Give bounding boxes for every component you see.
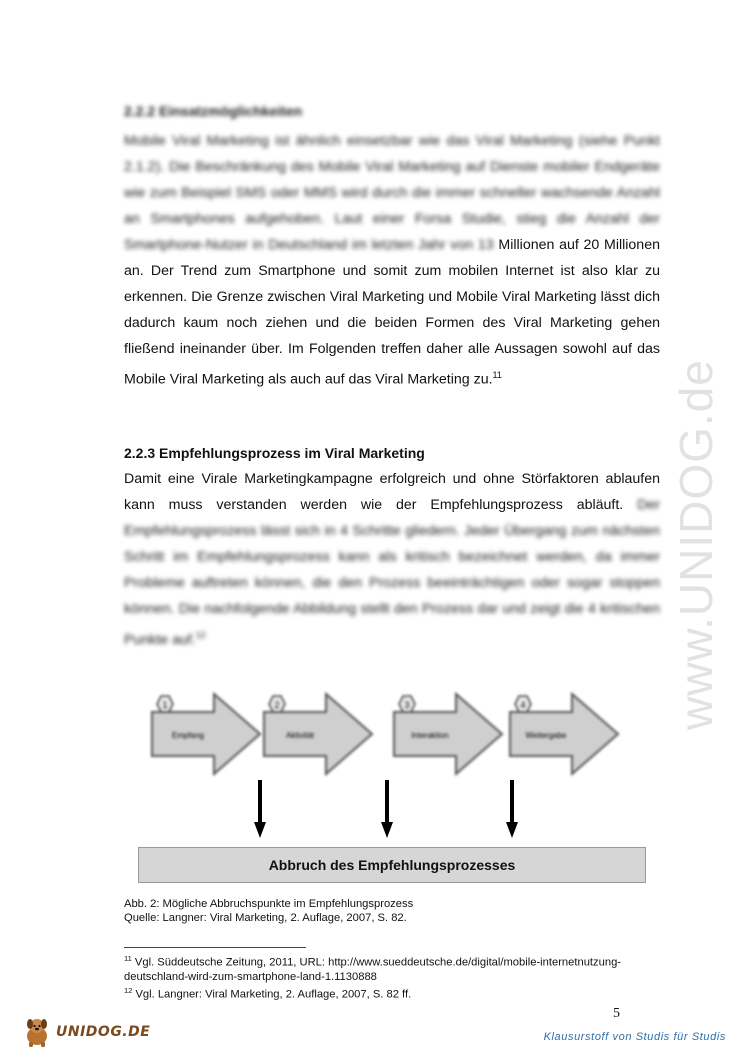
section-heading-2-2-3: 2.2.3 Empfehlungsprozess im Viral Marketing [124,445,425,461]
process-step-2 [260,690,380,781]
unidog-logo [22,1014,152,1050]
footnote-number: 12 [124,985,133,995]
section-2-2-2-body [124,128,660,393]
process-step-3 [390,690,510,781]
process-step-1 [148,690,268,781]
figure-caption [124,897,413,925]
blurred-paragraph-text: Der Empfehlungsprozess lässt sich in 4 Schritte gliedern. Jeder Übergang zum nächsten Schritt im Empfehlungsprozess kann als kritisch bezeichnet werden, da immer Probleme auftreten können, die den Prozess beeinträchtigen oder sogar stoppen können. Die nachfolgende Abbildung stellt den Prozess dar und zeigt die 4 kritischen Punkte auf. [124,497,660,648]
critical-point-arrow-2 [381,780,393,845]
dog-icon [22,1016,52,1048]
watermark [666,270,726,740]
step-number: 1 [162,700,168,710]
critical-point-arrow-3 [506,780,518,845]
footnote-text: Vgl. Langner: Viral Marketing, 2. Auflage, 2007, S. 82 ff. [135,988,412,1001]
logo-text: UNIDOG.DE [56,1024,151,1040]
footnote-divider [124,947,306,948]
step-label: Interaktion [411,731,449,740]
step-number: 4 [520,700,526,710]
step-label: Weitergabe [525,731,567,740]
footnote-11 [124,952,664,984]
process-figure [138,690,648,890]
step-label: Empfang [171,731,205,740]
caption-text: Abb. 2: Mögliche Abbruchspunkte im Empfehlungsprozess [124,898,414,910]
section-2-2-3-body [124,466,660,653]
section-heading-2-2-2: 2.2.2 Einsatzmöglichkeiten [124,103,303,119]
page-number: 5 [613,1006,620,1021]
footnote-ref: 11 [492,370,502,380]
step-number: 3 [404,700,410,710]
step-number: 2 [274,700,280,710]
critical-point-arrow-1 [254,780,266,845]
footnote-ref: 12 [195,630,206,640]
process-step-4 [506,690,626,781]
footer-tagline: Klausurstoff von Studis für Studis [543,1031,726,1043]
step-label: Aktivität [285,731,315,740]
caption-source: Quelle: Langner: Viral Marketing, 2. Auflage, 2007, S. 82. [124,912,407,924]
footnotes [124,952,664,1001]
paragraph-text: Millionen auf 20 Millionen an. Der Trend zum Smartphone und somit zum mobilen Internet ist also klar zu erkennen. Die Grenze zwischen Viral Marketing und Mobile Viral Marketing lässt dich dadurch kaum noch ziehen und die beiden Formen des Viral Marketing gehen fließend ineinander über. Im Folgenden treffen daher alle Aussagen sowohl auf das Mobile Viral Marketing als auch auf das Viral Marketing zu. [124,237,660,388]
footnote-text: Vgl. Süddeutsche Zeitung, 2011, URL: http://www.sueddeutsche.de/digital/mobile-internetnutzung-deutschland-wird-zum-smartphone-land-1.1130888 [124,956,622,983]
footnote-number: 11 [124,954,132,963]
abort-bar: Abbruch des Empfehlungsprozesses [138,847,646,883]
watermark-text: www.UNIDOG.de [670,359,722,730]
footnote-12 [124,984,664,1002]
paragraph-text: Damit eine Virale Marketingkampagne erfolgreich und ohne Störfaktoren ablaufen kann muss verstanden werden wie der Empfehlungsprozess abläuft. [124,471,660,513]
blurred-paragraph-text: Mobile Viral Marketing ist ähnlich einsetzbar wie das Viral Marketing (siehe Punkt 2.1.2). Die Beschränkung des Mobile Viral Marketing auf Dienste mobiler Endgeräte wie zum Beispiel SMS oder MMS wird durch die immer schneller wachsende Anzahl an Smartphones aufgehoben. Laut einer Forsa Studie, stieg die Anzahl der Smartphone-Nutzer in Deutschland im letzten Jahr von 13 [124,133,660,253]
